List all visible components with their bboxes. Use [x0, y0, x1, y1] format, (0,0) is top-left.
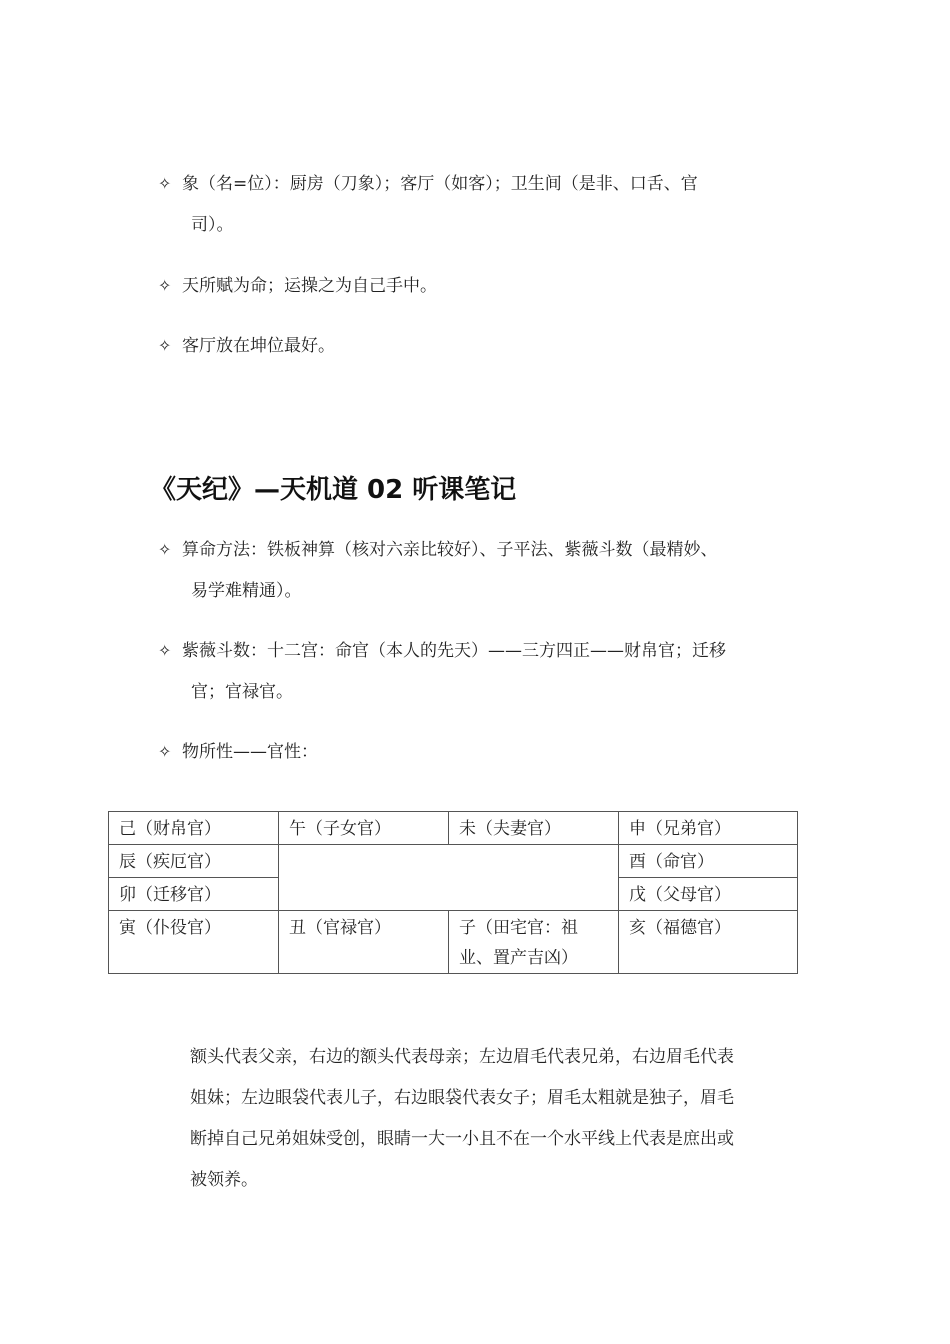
bullet-star-icon: ✧	[158, 276, 172, 295]
table-cell: 戊（父母官）	[619, 878, 798, 911]
bullet-text: 客厅放在坤位最好。	[182, 336, 335, 356]
table-cell: 丑（官禄官）	[279, 911, 449, 974]
bullet-star-icon: ✧	[158, 742, 172, 761]
table-center-empty-cell	[279, 845, 619, 911]
bullet-text: 算命方法：铁板神算（核对六亲比较好）、子平法、紫薇斗数（最精妙、	[182, 540, 718, 560]
paragraph-line: 被领养。	[190, 1170, 258, 1190]
bullet-item	[158, 529, 808, 612]
paragraph-line: 姐妹；左边眼袋代表儿子，右边眼袋代表女子；眉毛太粗就是独子，眉毛	[190, 1088, 734, 1108]
body-paragraph	[190, 1037, 805, 1201]
bullet-text-continuation: 官；官禄官。	[191, 682, 293, 702]
bullet-text: 象（名=位）：厨房（刀象）；客厅（如客）；卫生间（是非、口舌、官	[182, 174, 698, 194]
palace-table	[108, 811, 798, 974]
bullet-item	[158, 325, 808, 367]
bullet-star-icon: ✧	[158, 641, 172, 660]
bullet-text: 天所赋为命；运操之为自己手中。	[182, 276, 437, 296]
paragraph-line: 额头代表父亲，右边的额头代表母亲；左边眉毛代表兄弟，右边眉毛代表	[190, 1047, 734, 1067]
table-row	[109, 911, 798, 974]
table-cell: 卯（迁移官）	[109, 878, 279, 911]
table-cell: 午（子女官）	[279, 812, 449, 845]
bullet-item	[158, 731, 808, 773]
table-cell: 己（财帛官）	[109, 812, 279, 845]
bullet-text-continuation: 易学难精通）。	[191, 581, 302, 601]
bullet-star-icon: ✧	[158, 336, 172, 355]
bullet-star-icon: ✧	[158, 174, 172, 193]
table-row	[109, 812, 798, 845]
bullet-item	[158, 265, 808, 307]
bullet-text: 物所性——官性：	[182, 742, 318, 762]
bullet-text: 紫薇斗数：十二宫：命官（本人的先天）——三方四正——财帛官；迁移	[182, 641, 726, 661]
table-cell: 辰（疾厄官）	[109, 845, 279, 878]
bullet-text-continuation: 司）。	[191, 215, 234, 235]
table-cell: 寅（仆役官）	[109, 911, 279, 974]
table-cell: 酉（命官）	[619, 845, 798, 878]
table-cell: 未（夫妻官）	[449, 812, 619, 845]
bullet-star-icon: ✧	[158, 540, 172, 559]
table-cell: 子（田宅官：祖业、置产吉凶）	[449, 911, 619, 974]
table-row	[109, 845, 798, 878]
table-cell: 申（兄弟官）	[619, 812, 798, 845]
bullet-item	[158, 163, 808, 246]
table-cell: 亥（福德官）	[619, 911, 798, 974]
bullet-item	[158, 630, 808, 713]
section-heading: 《天纪》—天机道 02 听课笔记	[150, 475, 517, 505]
paragraph-line: 断掉自己兄弟姐妹受创，眼睛一大一小且不在一个水平线上代表是庶出或	[190, 1129, 734, 1149]
